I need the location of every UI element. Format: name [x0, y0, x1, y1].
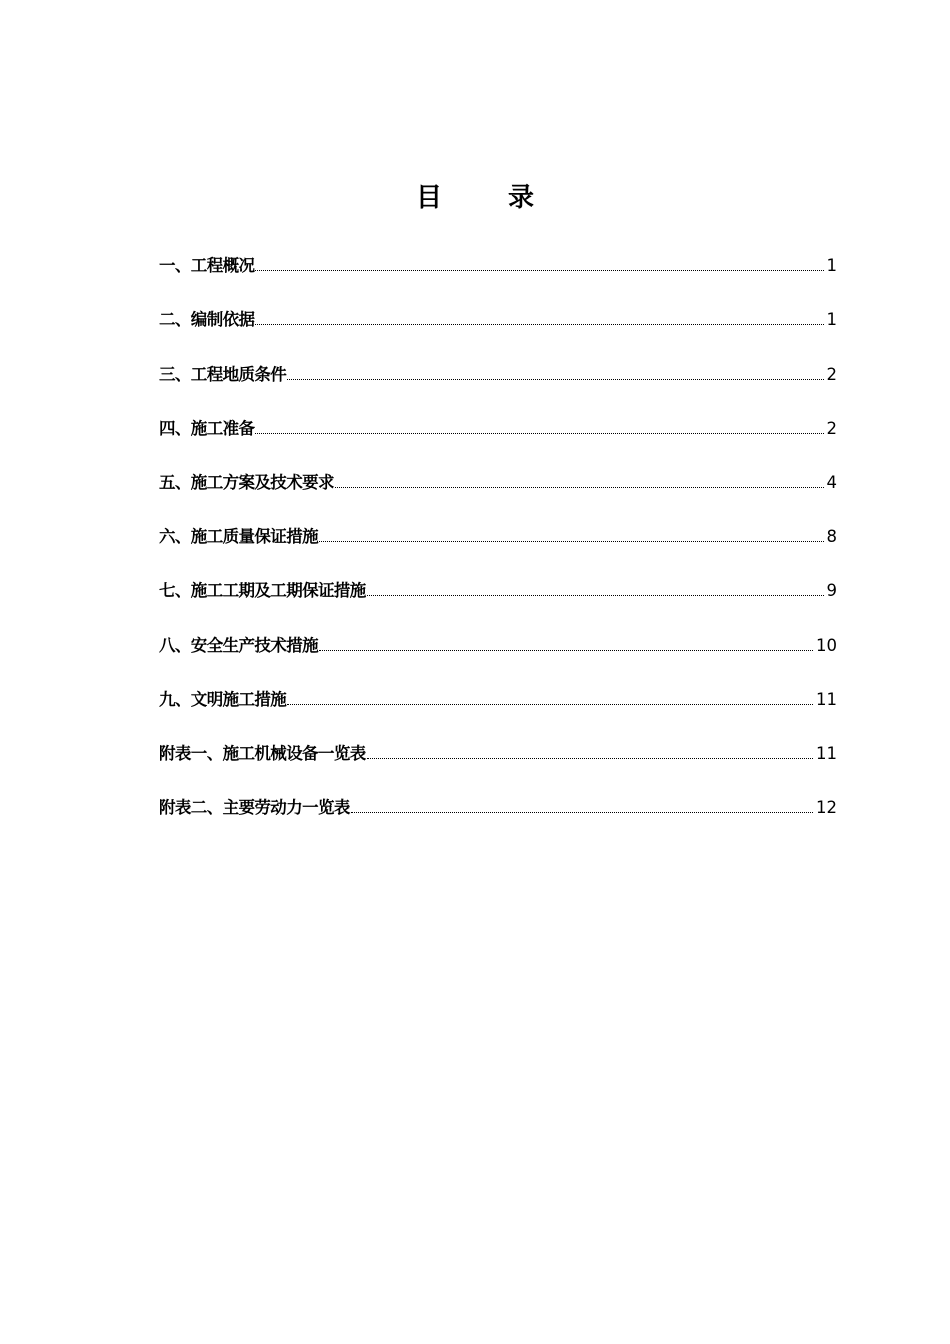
dot-leader — [287, 704, 813, 705]
dot-leader — [319, 541, 823, 542]
dot-leader — [367, 758, 813, 759]
toc-title — [0, 180, 950, 216]
toc-entry-label: 八、安全生产技术措施 — [159, 635, 319, 655]
toc-entry[interactable] — [159, 403, 837, 457]
dot-leader — [335, 487, 824, 488]
toc-entry-page: 1 — [826, 310, 837, 330]
toc-entry-label: 三、工程地质条件 — [159, 364, 287, 384]
toc-entry-page: 2 — [826, 364, 837, 384]
dot-leader — [255, 324, 823, 325]
toc-entry-label: 四、施工准备 — [159, 418, 255, 438]
toc-entry-page: 8 — [826, 527, 837, 547]
toc-entry-label: 二、编制依据 — [159, 310, 255, 330]
toc-entry-page: 12 — [816, 798, 837, 818]
toc-entry-page: 2 — [826, 418, 837, 438]
toc-entry[interactable] — [159, 782, 837, 836]
toc-entry-label: 六、施工质量保证措施 — [159, 527, 319, 547]
toc-entry[interactable] — [159, 565, 837, 619]
toc-entry[interactable] — [159, 728, 837, 782]
dot-leader — [255, 270, 823, 271]
toc-entry-label: 七、施工工期及工期保证措施 — [159, 581, 366, 601]
toc-list — [159, 240, 837, 836]
toc-entry-page: 10 — [816, 635, 837, 655]
toc-entry[interactable] — [159, 619, 837, 673]
dot-leader — [319, 650, 813, 651]
toc-entry[interactable] — [159, 674, 837, 728]
toc-entry-page: 11 — [816, 689, 837, 709]
toc-entry-label: 附表一、施工机械设备一览表 — [159, 743, 366, 763]
toc-title-right: 录 — [508, 183, 535, 213]
toc-entry-page: 9 — [826, 581, 837, 601]
toc-title-left: 目 — [415, 183, 442, 213]
toc-entry[interactable] — [159, 294, 837, 348]
dot-leader — [287, 379, 823, 380]
dot-leader — [351, 812, 813, 813]
toc-entry-label: 九、文明施工措施 — [159, 689, 287, 709]
dot-leader — [367, 595, 824, 596]
toc-entry-page: 1 — [826, 256, 837, 276]
dot-leader — [255, 433, 823, 434]
toc-entry[interactable] — [159, 240, 837, 294]
toc-entry[interactable] — [159, 457, 837, 511]
toc-entry[interactable] — [159, 511, 837, 565]
toc-entry-label: 一、工程概况 — [159, 256, 255, 276]
toc-entry-label: 五、施工方案及技术要求 — [159, 472, 334, 492]
toc-entry-label: 附表二、主要劳动力一览表 — [159, 798, 350, 818]
toc-entry-page: 11 — [816, 743, 837, 763]
toc-entry[interactable] — [159, 348, 837, 402]
toc-entry-page: 4 — [826, 472, 837, 492]
